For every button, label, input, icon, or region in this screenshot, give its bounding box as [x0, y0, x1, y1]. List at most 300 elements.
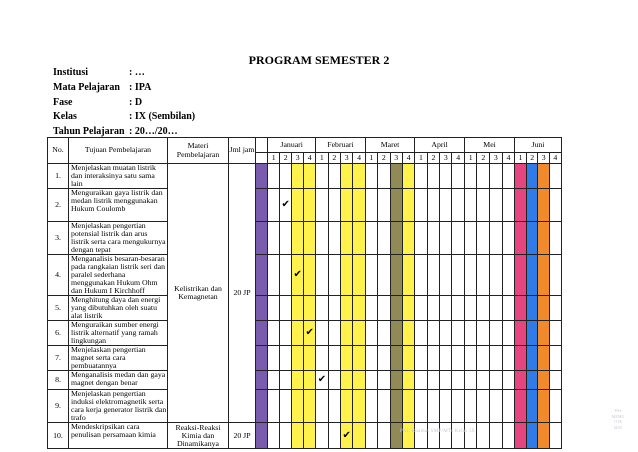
- week-cell: [515, 164, 527, 189]
- week-cell: [340, 423, 352, 449]
- week-cell: [292, 189, 304, 222]
- week-cell: [365, 390, 377, 423]
- week-cell: [268, 296, 280, 321]
- week-cell: [378, 371, 390, 390]
- week-cell: [440, 371, 452, 390]
- week-cell: [378, 423, 390, 449]
- week-cell: [402, 423, 414, 449]
- week-cell: [550, 164, 562, 189]
- info-value: : …: [129, 67, 145, 78]
- header-week: 2: [427, 153, 439, 164]
- week-cell: [256, 189, 268, 222]
- week-cell: [280, 390, 292, 423]
- week-cell: [353, 222, 365, 255]
- info-value: : IPA: [129, 81, 152, 93]
- materi-pembelajaran: Kelistrikan dan Kemagnetan: [168, 164, 229, 423]
- week-cell: [526, 371, 538, 390]
- week-cell: [353, 390, 365, 423]
- week-cell: [365, 255, 377, 296]
- jumlah-jam: 20 JP: [229, 423, 256, 449]
- week-cell: [550, 222, 562, 255]
- header-week: 4: [353, 153, 365, 164]
- week-cell: [402, 371, 414, 390]
- week-cell: [464, 164, 477, 189]
- week-cell: [538, 255, 550, 296]
- week-cell: [538, 222, 550, 255]
- week-cell: [280, 296, 292, 321]
- week-cell: [440, 255, 452, 296]
- week-cell: [502, 296, 515, 321]
- week-cell: [256, 296, 268, 321]
- footer-text: PAI: Rhamat SMP/MTs Kelas IX: [400, 429, 476, 434]
- week-cell: [538, 164, 550, 189]
- header-week: 4: [502, 153, 515, 164]
- week-cell: [390, 164, 402, 189]
- week-cell: [353, 296, 365, 321]
- table-row: [48, 423, 562, 449]
- week-cell: [427, 255, 439, 296]
- week-cell: [515, 423, 527, 449]
- week-cell: [550, 189, 562, 222]
- week-cell: [316, 164, 328, 189]
- week-cell: [415, 296, 427, 321]
- week-cell: [464, 390, 477, 423]
- week-cell: [427, 164, 439, 189]
- tujuan-pembelajaran: Mendeskripsikan cara penulisan persamaan kimia: [69, 423, 168, 449]
- header-gap-week: [256, 153, 268, 164]
- info-label: Fase: [53, 96, 73, 108]
- header-week: 1: [268, 153, 280, 164]
- table-row: [48, 296, 562, 321]
- info-row-kelas: [53, 110, 195, 125]
- week-cell: [502, 346, 515, 371]
- week-cell: [340, 255, 352, 296]
- week-cell: [304, 164, 316, 189]
- week-cell: [402, 189, 414, 222]
- week-cell: [502, 321, 515, 346]
- week-cell: [390, 189, 402, 222]
- week-cell: [280, 189, 292, 222]
- week-cell: [268, 346, 280, 371]
- row-number: 8.: [48, 371, 69, 390]
- week-cell: [515, 189, 527, 222]
- week-cell: [268, 164, 280, 189]
- table-row: [48, 371, 562, 390]
- week-cell: [440, 164, 452, 189]
- checkmark-icon: ✔: [281, 199, 290, 211]
- header-tujuan: Tujuan Pembelajaran: [69, 138, 168, 164]
- week-cell: [402, 346, 414, 371]
- week-cell: [490, 423, 503, 449]
- week-cell: [550, 423, 562, 449]
- week-cell: [353, 255, 365, 296]
- week-cell: [502, 255, 515, 296]
- header-week: 3: [440, 153, 452, 164]
- week-cell: [268, 255, 280, 296]
- week-cell: [526, 423, 538, 449]
- week-cell: [477, 189, 490, 222]
- row-number: 7.: [48, 346, 69, 371]
- week-cell: [390, 222, 402, 255]
- week-cell: [304, 189, 316, 222]
- week-cell: [427, 321, 439, 346]
- week-cell: [402, 296, 414, 321]
- header-week: 4: [550, 153, 562, 164]
- week-cell: [353, 423, 365, 449]
- week-cell: [316, 346, 328, 371]
- header-week: 3: [490, 153, 503, 164]
- header-week: 2: [280, 153, 292, 164]
- week-cell: [502, 164, 515, 189]
- row-number: 3.: [48, 222, 69, 255]
- week-cell: [440, 321, 452, 346]
- week-cell: [328, 390, 340, 423]
- week-cell: [402, 390, 414, 423]
- week-cell: [316, 423, 328, 449]
- week-cell: [280, 321, 292, 346]
- week-cell: [316, 189, 328, 222]
- row-number: 1.: [48, 164, 69, 189]
- week-cell: [292, 255, 304, 296]
- week-cell: [538, 321, 550, 346]
- week-cell: [292, 423, 304, 449]
- week-cell: [340, 296, 352, 321]
- week-cell: [328, 296, 340, 321]
- table-row: [48, 321, 562, 346]
- week-cell: [550, 371, 562, 390]
- week-cell: [415, 222, 427, 255]
- table-row: [48, 164, 562, 189]
- week-cell: [378, 189, 390, 222]
- week-cell: [464, 423, 477, 449]
- week-cell: [328, 321, 340, 346]
- week-cell: [452, 189, 464, 222]
- week-cell: [526, 255, 538, 296]
- week-cell: [477, 296, 490, 321]
- week-cell: [328, 164, 340, 189]
- week-cell: [490, 346, 503, 371]
- week-cell: [415, 164, 427, 189]
- week-cell: [365, 164, 377, 189]
- week-cell: [515, 321, 527, 346]
- week-cell: [415, 423, 427, 449]
- week-cell: [378, 296, 390, 321]
- week-cell: [256, 371, 268, 390]
- header-week: 1: [415, 153, 427, 164]
- info-value: : 20…/20…: [129, 126, 178, 138]
- info-row-mapel: [53, 81, 195, 96]
- header-no: No.: [48, 138, 69, 164]
- week-cell: [538, 390, 550, 423]
- jumlah-jam: 20 JP: [229, 164, 256, 423]
- week-cell: [365, 296, 377, 321]
- week-cell: [353, 346, 365, 371]
- materi-pembelajaran: Reaksi-Reaksi Kimia dan Dinamikanya: [168, 423, 229, 449]
- week-cell: [490, 189, 503, 222]
- week-cell: [550, 390, 562, 423]
- week-cell: [402, 255, 414, 296]
- week-cell: [550, 346, 562, 371]
- week-cell: [502, 423, 515, 449]
- week-cell: [550, 296, 562, 321]
- week-cell: [292, 164, 304, 189]
- week-cell: [550, 321, 562, 346]
- checkmark-icon: ✔: [293, 269, 302, 281]
- week-cell: [304, 346, 316, 371]
- week-cell: [378, 164, 390, 189]
- week-cell: [427, 222, 439, 255]
- week-cell: [452, 390, 464, 423]
- week-cell: [340, 371, 352, 390]
- week-cell: [280, 423, 292, 449]
- week-cell: [378, 321, 390, 346]
- week-cell: [268, 222, 280, 255]
- week-cell: [452, 371, 464, 390]
- week-cell: [515, 255, 527, 296]
- week-cell: [427, 423, 439, 449]
- week-cell: [256, 390, 268, 423]
- table-row: [48, 189, 562, 222]
- week-cell: [526, 321, 538, 346]
- info-row-fase: [53, 96, 195, 111]
- week-cell: [440, 222, 452, 255]
- tujuan-pembelajaran: Menjelaskan pengertian magnet serta cara pembuatannya: [69, 346, 168, 371]
- row-number: 6.: [48, 321, 69, 346]
- week-cell: [415, 390, 427, 423]
- info-label: Kelas: [53, 111, 77, 123]
- week-cell: [452, 255, 464, 296]
- week-cell: [365, 321, 377, 346]
- week-cell: [452, 321, 464, 346]
- week-cell: [402, 321, 414, 346]
- week-cell: [340, 321, 352, 346]
- week-cell: [304, 222, 316, 255]
- info-value: : IX (Sembilan): [129, 111, 196, 123]
- header-month: April: [415, 138, 465, 153]
- week-cell: [526, 189, 538, 222]
- week-cell: [440, 390, 452, 423]
- week-cell: [353, 164, 365, 189]
- header-week: 4: [452, 153, 464, 164]
- week-cell: [328, 423, 340, 449]
- week-cell: [440, 189, 452, 222]
- week-cell: [490, 255, 503, 296]
- week-cell: [526, 346, 538, 371]
- week-cell: [268, 390, 280, 423]
- week-cell: [464, 296, 477, 321]
- checkmark-icon: ✔: [342, 429, 351, 441]
- week-cell: [464, 255, 477, 296]
- table-row: [48, 255, 562, 296]
- week-cell: [538, 371, 550, 390]
- week-cell: [477, 346, 490, 371]
- row-number: 9.: [48, 390, 69, 423]
- table-row: [48, 222, 562, 255]
- week-cell: [292, 222, 304, 255]
- tujuan-pembelajaran: Menjelaskan muatan listrik dan interaksinya satu sama lain: [69, 164, 168, 189]
- week-cell: [328, 371, 340, 390]
- week-cell: [415, 189, 427, 222]
- week-cell: [292, 390, 304, 423]
- week-cell: [415, 255, 427, 296]
- week-cell: [280, 346, 292, 371]
- week-cell: [477, 321, 490, 346]
- header-week: 3: [390, 153, 402, 164]
- row-number: 5.: [48, 296, 69, 321]
- header-month: Juni: [515, 138, 561, 153]
- header-week: 2: [526, 153, 538, 164]
- header-month: Maret: [365, 138, 415, 153]
- week-cell: [477, 423, 490, 449]
- watermark-stamp: PAS MEMU OTE MAT: [611, 408, 625, 430]
- week-cell: [490, 371, 503, 390]
- week-cell: [415, 321, 427, 346]
- header-month: Januari: [268, 138, 316, 153]
- week-cell: [390, 346, 402, 371]
- week-cell: [427, 189, 439, 222]
- week-cell: [477, 371, 490, 390]
- info-block: [53, 66, 195, 140]
- week-cell: [427, 390, 439, 423]
- week-cell: [316, 321, 328, 346]
- week-cell: [440, 346, 452, 371]
- week-cell: [502, 222, 515, 255]
- tujuan-pembelajaran: Menghitung daya dan energi yang dibutuhkan oleh suatu alat listrik: [69, 296, 168, 321]
- week-cell: [316, 255, 328, 296]
- tujuan-pembelajaran: Menjelaskan pengertian induksi elektromagnetik serta cara kerja generator listrik dan trafo: [69, 390, 168, 423]
- week-cell: [464, 346, 477, 371]
- week-cell: [390, 296, 402, 321]
- tujuan-pembelajaran: Menguraikan gaya listrik dan medan listrik menggunakan Hukum Coulomb: [69, 189, 168, 222]
- week-cell: [304, 371, 316, 390]
- week-cell: [490, 222, 503, 255]
- week-cell: [515, 390, 527, 423]
- week-cell: [538, 423, 550, 449]
- week-cell: [304, 390, 316, 423]
- week-cell: [378, 346, 390, 371]
- week-cell: [280, 371, 292, 390]
- week-cell: [452, 296, 464, 321]
- week-cell: [390, 423, 402, 449]
- week-cell: [515, 222, 527, 255]
- week-cell: [440, 423, 452, 449]
- week-cell: [340, 222, 352, 255]
- week-cell: [280, 255, 292, 296]
- week-cell: [515, 346, 527, 371]
- tujuan-pembelajaran: Menganalisis medan dan gaya magnet dengan benar: [69, 371, 168, 390]
- row-number: 10.: [48, 423, 69, 449]
- week-cell: [526, 296, 538, 321]
- week-cell: [515, 371, 527, 390]
- week-cell: [464, 321, 477, 346]
- header-week: 3: [340, 153, 352, 164]
- header-week: 4: [402, 153, 414, 164]
- info-label: Institusi: [53, 67, 89, 78]
- week-cell: [256, 164, 268, 189]
- week-cell: [365, 222, 377, 255]
- week-cell: [292, 296, 304, 321]
- header-month: Mei: [464, 138, 514, 153]
- week-cell: [268, 423, 280, 449]
- header-week: 3: [538, 153, 550, 164]
- header-week: 2: [378, 153, 390, 164]
- week-cell: [550, 255, 562, 296]
- week-cell: [340, 189, 352, 222]
- tujuan-pembelajaran: Menjelaskan pengertian potensial listrik dan arus listrik serta cara mengukurnya dengan tepat: [69, 222, 168, 255]
- week-cell: [365, 189, 377, 222]
- table-row: [48, 346, 562, 371]
- header-week: 4: [304, 153, 316, 164]
- week-cell: [515, 296, 527, 321]
- week-cell: [353, 371, 365, 390]
- week-cell: [292, 371, 304, 390]
- info-row-institusi: [53, 66, 195, 81]
- week-cell: [490, 390, 503, 423]
- week-cell: [268, 321, 280, 346]
- week-cell: [526, 222, 538, 255]
- header-week: 1: [365, 153, 377, 164]
- week-cell: [390, 255, 402, 296]
- week-cell: [378, 255, 390, 296]
- tujuan-pembelajaran: Menguraikan sumber energi listrik alternatif yang ramah lingkungan: [69, 321, 168, 346]
- checkmark-icon: ✔: [305, 327, 314, 339]
- week-cell: [452, 222, 464, 255]
- week-cell: [390, 390, 402, 423]
- row-number: 4.: [48, 255, 69, 296]
- week-cell: [365, 346, 377, 371]
- week-cell: [328, 222, 340, 255]
- week-cell: [502, 371, 515, 390]
- week-cell: [256, 255, 268, 296]
- week-cell: [402, 222, 414, 255]
- week-cell: [415, 371, 427, 390]
- week-cell: [328, 255, 340, 296]
- week-cell: [256, 346, 268, 371]
- header-week: 1: [464, 153, 477, 164]
- week-cell: [340, 346, 352, 371]
- info-value: : D: [129, 96, 143, 108]
- week-cell: [477, 222, 490, 255]
- week-cell: [268, 189, 280, 222]
- week-cell: [304, 423, 316, 449]
- week-cell: [353, 321, 365, 346]
- week-cell: [477, 164, 490, 189]
- week-cell: [280, 222, 292, 255]
- week-cell: [477, 255, 490, 296]
- week-cell: [365, 371, 377, 390]
- page-title: PROGRAM SEMESTER 2: [248, 53, 390, 67]
- info-label: Mata Pelajaran: [53, 81, 120, 93]
- week-cell: [490, 321, 503, 346]
- week-cell: [464, 189, 477, 222]
- week-cell: [316, 371, 328, 390]
- week-cell: [340, 164, 352, 189]
- header-gap: [256, 138, 268, 153]
- week-cell: [427, 296, 439, 321]
- week-cell: [490, 296, 503, 321]
- week-cell: [304, 255, 316, 296]
- week-cell: [316, 296, 328, 321]
- week-cell: [378, 390, 390, 423]
- header-week: 1: [515, 153, 527, 164]
- week-cell: [490, 164, 503, 189]
- info-label: Tahun Pelajaran: [53, 126, 125, 138]
- week-cell: [268, 371, 280, 390]
- header-week: 2: [477, 153, 490, 164]
- week-cell: [292, 321, 304, 346]
- week-cell: [390, 371, 402, 390]
- week-cell: [292, 346, 304, 371]
